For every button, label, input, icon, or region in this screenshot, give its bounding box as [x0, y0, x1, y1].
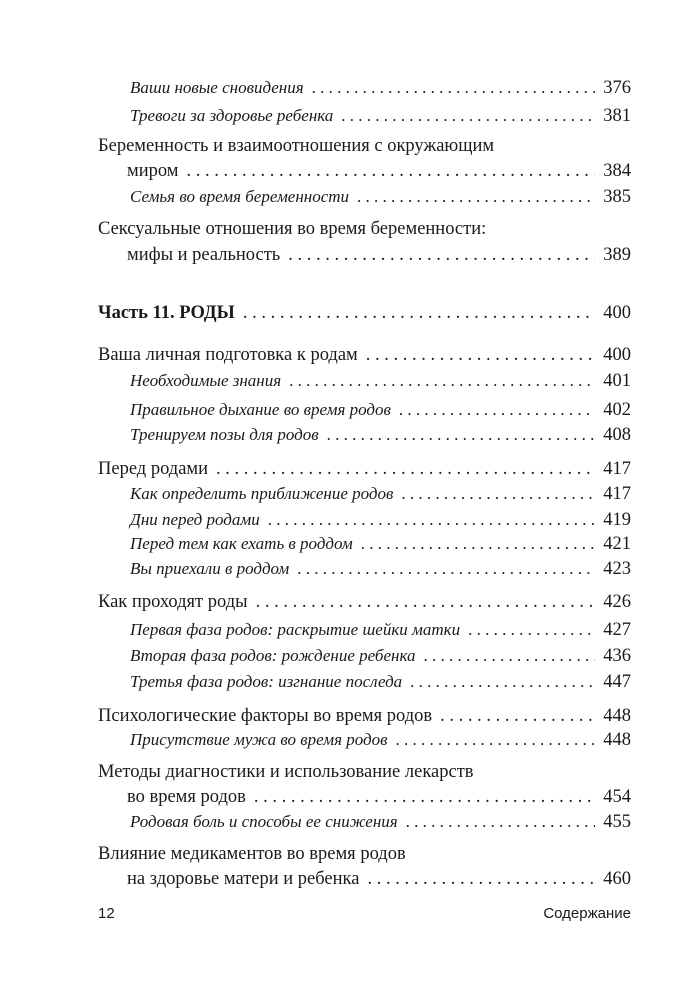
- toc-entry: [130, 669, 631, 695]
- leader-dots: [256, 589, 596, 615]
- leader-dots: [243, 300, 595, 326]
- running-footer-section: Содержание: [543, 905, 631, 922]
- toc-entry-page: 400: [603, 345, 631, 365]
- toc-entry: [127, 866, 631, 892]
- toc-entry-page: 385: [603, 187, 631, 207]
- leader-dots: [288, 242, 595, 268]
- toc-entry-title: миром: [127, 161, 179, 181]
- leader-dots: [254, 784, 595, 810]
- toc-entry-title: Присутствие мужа во время родов: [130, 730, 388, 749]
- leader-dots: [361, 531, 596, 557]
- leader-dots: [401, 481, 595, 507]
- leader-dots: [327, 422, 596, 448]
- leader-dots: [424, 643, 596, 669]
- toc-entry-title: Часть 11. РОДЫ: [98, 303, 235, 323]
- toc-entry-title: Родовая боль и способы ее снижения: [130, 812, 398, 831]
- toc-entry-title-line1: Методы диагностики и использование лекарств: [98, 762, 474, 782]
- leader-dots: [440, 703, 595, 729]
- toc-entry-page: 447: [603, 672, 631, 692]
- toc-entry-page: 400: [603, 303, 631, 323]
- toc-entry: [130, 643, 631, 669]
- leader-dots: [367, 866, 595, 892]
- toc-entry-title: Правильное дыхание во время родов: [130, 400, 391, 419]
- toc-entry: [98, 703, 631, 729]
- toc-entry-page: 401: [603, 371, 631, 391]
- toc-entry-title: Третья фаза родов: изгнание последа: [130, 672, 403, 691]
- leader-dots: [312, 75, 596, 101]
- toc-entry-title: Как определить приближение родов: [130, 484, 394, 503]
- toc-entry-title: Первая фаза родов: раскрытие шейки матки: [130, 620, 461, 639]
- toc-entry-page: 419: [603, 510, 631, 530]
- leader-dots: [410, 669, 595, 695]
- toc-entry-page: 455: [603, 812, 631, 832]
- leader-dots: [186, 158, 595, 184]
- toc-entry: [130, 397, 631, 423]
- leader-dots: [468, 617, 595, 643]
- toc-entry-title-line1: Влияние медикаментов во время родов: [98, 844, 406, 864]
- toc-entry-title: Семья во время беременности: [130, 187, 350, 206]
- toc-entry-page: 417: [603, 484, 631, 504]
- toc-entry: [98, 589, 631, 615]
- toc-entry-page: 376: [603, 78, 631, 98]
- toc-entry-title: Перед тем как ехать в роддом: [130, 534, 353, 553]
- toc-entry-title: Вы приехали в роддом: [130, 559, 290, 578]
- toc-entry-page: 426: [603, 592, 631, 612]
- toc-entry: [130, 103, 631, 129]
- toc-entry: [98, 456, 631, 482]
- toc-entry: [130, 481, 631, 507]
- toc-entry-page: 381: [603, 106, 631, 126]
- toc-entry-title-line1: Беременность и взаимоотношения с окружающим: [98, 136, 495, 156]
- toc-entry: [130, 556, 631, 582]
- toc-entry: [130, 184, 631, 210]
- toc-entry-page: 384: [603, 161, 631, 181]
- leader-dots: [406, 809, 596, 835]
- leader-dots: [396, 727, 596, 753]
- leader-dots: [268, 507, 596, 533]
- toc-entry: [127, 242, 631, 268]
- toc-entry-title: Вторая фаза родов: рождение ребенка: [130, 646, 416, 665]
- toc-entry-page: 427: [603, 620, 631, 640]
- page-number: 12: [98, 905, 115, 922]
- toc-entry: [130, 809, 631, 835]
- toc-entry-title: Необходимые знания: [130, 371, 282, 390]
- toc-entry-page: 421: [603, 534, 631, 554]
- leader-dots: [216, 456, 595, 482]
- leader-dots: [357, 184, 595, 210]
- toc-entry: [130, 75, 631, 101]
- toc-entry-title: Ваша личная подготовка к родам: [98, 345, 358, 365]
- leader-dots: [341, 103, 595, 129]
- toc-entry-title: Как проходят роды: [98, 592, 248, 612]
- toc-entry: [130, 422, 631, 448]
- toc-entry: [127, 158, 631, 184]
- leader-dots: [366, 342, 595, 368]
- toc-entry-title: мифы и реальность: [127, 245, 281, 265]
- toc-entry-page: 408: [603, 425, 631, 445]
- toc-entry-title: Ваши новые сновидения: [130, 78, 304, 97]
- toc-entry-page: 448: [603, 730, 631, 750]
- toc-entry: [130, 531, 631, 557]
- toc-entry-title: Перед родами: [98, 459, 209, 479]
- leader-dots: [297, 556, 595, 582]
- toc-part-heading: [98, 300, 631, 326]
- toc-entry: [130, 507, 631, 533]
- toc-entry: [98, 342, 631, 368]
- toc-entry-page: 448: [603, 706, 631, 726]
- toc-entry-title: во время родов: [127, 787, 246, 807]
- toc-entry-page: 402: [603, 400, 631, 420]
- toc-entry-page: 454: [603, 787, 631, 807]
- toc-entry: [130, 368, 631, 394]
- toc-entry-title-line1: Сексуальные отношения во время беременности:: [98, 219, 487, 239]
- toc-entry-title: Тренируем позы для родов: [130, 425, 319, 444]
- toc-entry: [130, 727, 631, 753]
- toc-entry: [127, 784, 631, 810]
- toc-entry-title: Психологические факторы во время родов: [98, 706, 433, 726]
- toc-entry-page: 417: [603, 459, 631, 479]
- toc-entry-page: 389: [603, 245, 631, 265]
- toc-entry-page: 460: [603, 869, 631, 889]
- toc-entry-page: 423: [603, 559, 631, 579]
- toc-entry-title: на здоровье матери и ребенка: [127, 869, 360, 889]
- toc-entry-title: Тревоги за здоровье ребенка: [130, 106, 334, 125]
- toc-entry: [130, 617, 631, 643]
- toc-entry-page: 436: [603, 646, 631, 666]
- leader-dots: [399, 397, 595, 423]
- leader-dots: [289, 368, 595, 394]
- toc-entry-title: Дни перед родами: [130, 510, 260, 529]
